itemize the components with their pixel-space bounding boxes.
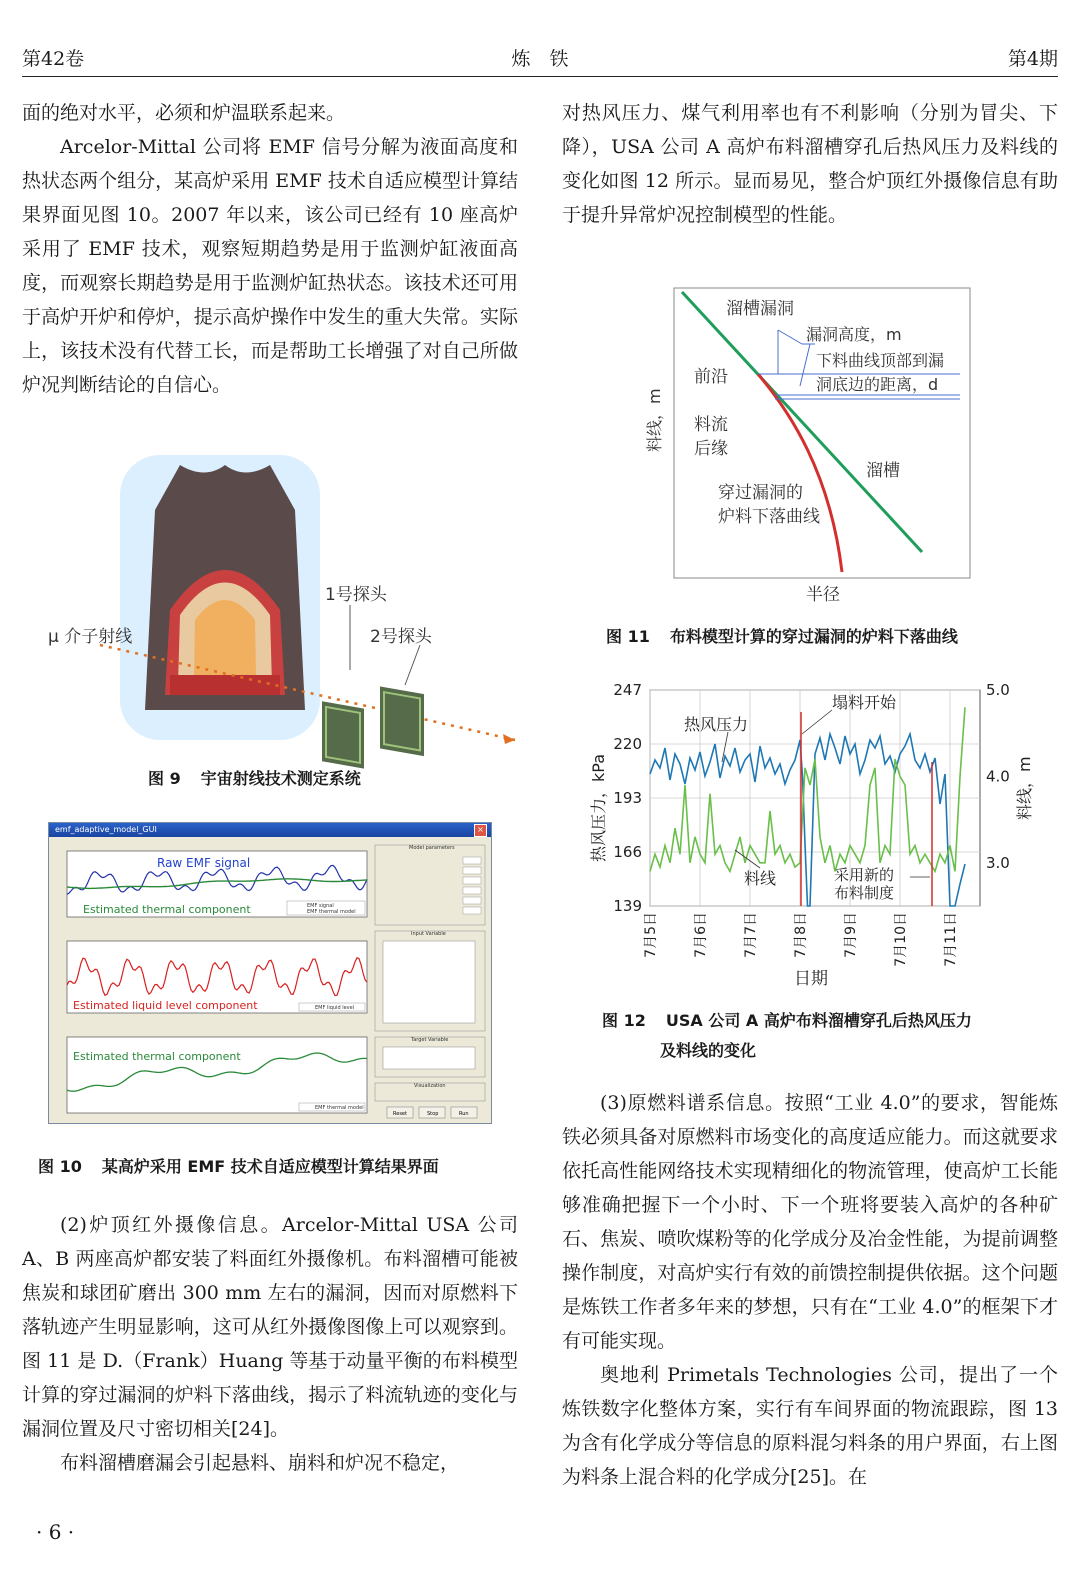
caption-number: 图 10 [38, 1157, 82, 1176]
x-tick-label: 7月11日 [943, 912, 959, 967]
annotation-slip: 塌料开始 [832, 693, 897, 712]
header-volume: 第42卷 [22, 48, 85, 70]
legend-emf: EMF signal [307, 903, 334, 909]
caption-text: 布料模型计算的穿过漏洞的炉料下落曲线 [669, 627, 958, 646]
figure-12-caption-line2: 及料线的变化 [660, 1041, 757, 1060]
annotation-new-burden-1: 采用新的 [834, 866, 895, 884]
liquid-label: Estimated liquid level component [73, 999, 258, 1012]
caption-number: 图 12 [602, 1011, 646, 1030]
window-titlebar [49, 823, 491, 837]
annotation-new-burden-2: 布料制度 [834, 884, 895, 902]
x-tick-label: 7月7日 [743, 912, 759, 958]
x-tick-label: 7月8日 [793, 912, 809, 958]
y2-tick-label: 5.0 [986, 681, 1010, 699]
curve-label-2: 炉料下落曲线 [718, 507, 820, 527]
front-label: 前沿 [694, 367, 728, 387]
muon-label: μ 介子射线 [48, 627, 133, 647]
paragraph: 面的绝对水平，必须和炉温联系起来。 [22, 102, 346, 124]
emf-gui-window [48, 822, 492, 1124]
paragraph: 奥地利 Primetals Technologies 公司，提出了一个炼铁数字化整体方案，实行有车间界面的物流跟踪，图 13 为含有化学成分等信息的原料混匀料条的用户界面，右上图为料条上混合料的化学成分[25]。在 [562, 1364, 1058, 1488]
y2-tick-label: 4.0 [986, 767, 1010, 786]
x-tick-label: 7月5日 [643, 912, 659, 958]
reset-button[interactable] [387, 1107, 413, 1118]
y2-tick-label: 3.0 [986, 853, 1010, 872]
figure-12-caption-line1 [602, 1008, 972, 1031]
hearth [170, 675, 280, 695]
x-axis-label: 日期 [794, 969, 828, 989]
svg-text:Stop: Stop [427, 1111, 439, 1117]
left-bottom-text [22, 1208, 518, 1480]
header-rule [22, 76, 1058, 77]
svg-text:Run: Run [459, 1111, 469, 1117]
height-label: 漏洞高度，m [806, 325, 902, 344]
probe2-label: 2号探头 [370, 627, 432, 647]
thermal-label-1: Estimated thermal component [83, 903, 251, 916]
panel-target-title: Target Variable [411, 1037, 449, 1043]
right-top-text [562, 96, 1058, 232]
annotation-stockline: 料线 [744, 869, 777, 888]
paragraph: Arcelor-Mittal 公司将 EMF 信号分解为液面高度和热状态两个组分，某高炉采用 EMF 技术自适应模型计算结果界面见图 10。2007 年以来，该公司已经有 10 座高炉采用了 EMF 技术，观察短期趋势是用于监测炉缸液面高度，而观察长期趋势是用于监测炉缸热状态。该技术还可用于高炉开炉和停炉，提示高炉操作中发生的重大失常。实际上，该技术没有代替工长，而是帮助工长增强了对自己所做炉况判断结论的自信心。 [22, 136, 518, 396]
close-icon[interactable]: × [474, 824, 487, 837]
distance-label-1: 下料曲线顶部到漏 [816, 351, 945, 370]
y-tick-label: 139 [613, 897, 642, 915]
caption-number: 图 9 [148, 769, 181, 788]
detector-1 [322, 701, 364, 768]
probe2-leader [405, 645, 420, 685]
x-axis-label: 半径 [806, 585, 840, 605]
y-tick-label: 193 [613, 789, 642, 807]
distance-label-2: 洞底边的距离，d [816, 375, 939, 394]
annotation-hot-blast: 热风压力 [684, 715, 749, 734]
legend-thermal: EMF thermal model [307, 909, 356, 915]
y-tick-label: 166 [613, 843, 642, 861]
left-top-text [22, 96, 518, 402]
y-axis-label: 料线，m [645, 388, 664, 452]
paragraph: 布料溜槽磨漏会引起悬料、崩料和炉况不稳定， [60, 1452, 460, 1474]
y-tick-label: 220 [613, 735, 642, 753]
raw-emf-label: Raw EMF signal [157, 856, 251, 870]
caption-text: USA 公司 A 高炉布料溜槽穿孔后热风压力 [665, 1011, 972, 1030]
paragraph: (3)原燃料谱系信息。按照“工业 4.0”的要求，智能炼铁必须具备对原燃料市场变化的高度适应能力。而这就要求依托高性能网络技术实现精细化的物流管理，使高炉工长能够准确把握下一个小时、下一个班将要装入高炉的各种矿石、焦炭、喷吹煤粉等的化学成分及冶金性能，为提前调整操作制度，对高炉实行有效的前馈控制提供依据。这个问题是炼铁工作者多年来的梦想，只有在“工业 4.0”的框架下才有可能实现。 [562, 1092, 1058, 1352]
paragraph: 对热风压力、煤气利用率也有不利影响（分别为冒尖、下降），USA 公司 A 高炉布料溜槽穿孔后热风压力及料线的变化如图 12 所示。显而易见，整合炉顶红外摄像信息有助于提升异常炉况控制模型的性能。 [562, 102, 1058, 226]
figure-12 [580, 672, 1050, 992]
probe1-label: 1号探头 [325, 585, 387, 605]
stop-button[interactable] [419, 1107, 445, 1118]
right-bottom-text [562, 1086, 1058, 1494]
curve-label-1: 穿过漏洞的 [718, 483, 803, 503]
page-number: · 6 · [36, 1520, 75, 1544]
header-journal: 炼 铁 [511, 48, 569, 70]
x-tick-label: 7月10日 [893, 912, 909, 967]
cohesive-zone [194, 600, 256, 675]
panel-model-title: Model parameters [409, 845, 455, 851]
panel-vis-title: Visualization [414, 1083, 446, 1089]
figure-12-chart [580, 672, 1050, 992]
y-axis-label: 热风压力，kPa [589, 753, 608, 862]
figure-10-caption [38, 1154, 439, 1177]
y-tick-label: 247 [613, 681, 642, 699]
x-tick-label: 7月6日 [693, 912, 709, 958]
x-tick-label: 7月9日 [843, 912, 859, 958]
legend-liquid: EMF liquid level [315, 1005, 355, 1011]
flow-label-2: 后缘 [694, 439, 728, 459]
caption-number: 图 11 [606, 627, 650, 646]
figure-11-caption [606, 624, 958, 647]
caption-text: 宇宙射线技术测定系统 [200, 769, 361, 788]
thermal-label-2: Estimated thermal component [73, 1050, 241, 1063]
detector-2 [380, 686, 424, 756]
flow-label-1: 料流 [694, 415, 728, 435]
figure-11 [630, 282, 980, 612]
hole-label: 溜槽漏洞 [726, 299, 794, 319]
header-issue: 第4期 [1007, 48, 1058, 70]
legend-thermal-2: EMF thermal model [315, 1105, 364, 1111]
figure-9-illustration [48, 450, 520, 750]
paragraph: (2)炉顶红外摄像信息。Arcelor-Mittal USA 公司 A、B 两座高炉都安装了料面红外摄像机。布料溜槽可能被焦炭和球团矿磨出 300 mm 左右的漏洞，因而对原燃料下落轨迹产生明显影响，这可从红外摄像图像上可以观察到。图 11 是 D.（Frank）Huang 等基于动量平衡的布料模型计算的穿过漏洞的炉料下落曲线，揭示了料流轨迹的变化与漏洞位置及尺寸密切相关[24]。 [22, 1214, 518, 1440]
svg-text:Reset: Reset [393, 1111, 407, 1117]
emf-gui-plots [49, 837, 491, 1123]
input-variable-list[interactable] [383, 941, 475, 1023]
figure-11-diagram [630, 282, 980, 612]
y2-axis-label: 料线，m [1015, 756, 1034, 820]
target-variable-list[interactable] [383, 1047, 475, 1069]
panel-input-title: Input Variable [411, 931, 446, 937]
chute-label: 溜槽 [866, 461, 900, 481]
window-title: emf_adaptive_model_GUI [55, 825, 157, 834]
figure-9 [48, 450, 520, 750]
figure-9-caption [148, 766, 361, 789]
run-button[interactable] [451, 1107, 477, 1118]
caption-text: 某高炉采用 EMF 技术自适应模型计算结果界面 [101, 1157, 439, 1176]
